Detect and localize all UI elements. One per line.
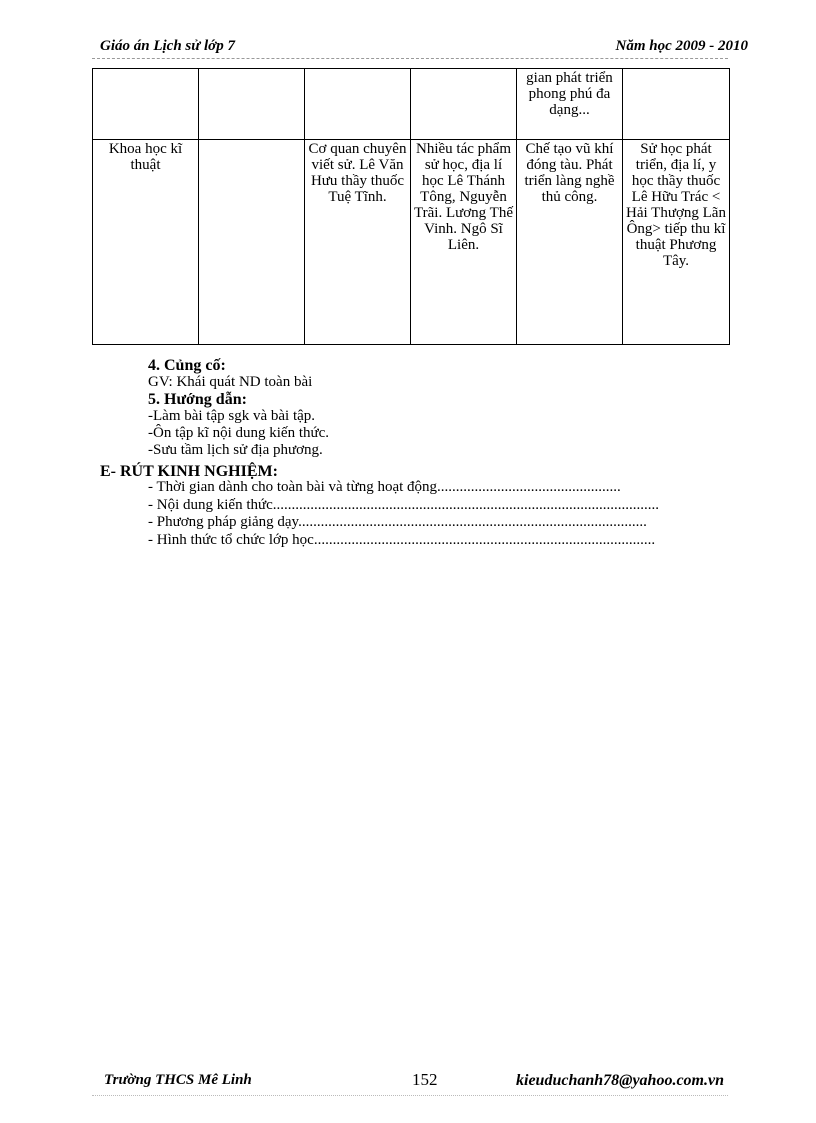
- table-cell: [93, 69, 199, 140]
- lesson-notes: [148, 357, 329, 459]
- table-cell: [199, 140, 305, 345]
- huong-dan-item: -Sưu tầm lịch sử địa phương.: [148, 442, 323, 458]
- header-title: Giáo án Lịch sử lớp 7: [100, 38, 235, 54]
- table-row: [93, 140, 730, 345]
- cung-co-heading: 4. Củng cố:: [148, 357, 226, 374]
- table-cell: gian phát triển phong phú đa dạng...: [517, 69, 623, 140]
- header-divider: [92, 58, 728, 59]
- huong-dan-item: -Ôn tập kĩ nội dung kiến thức.: [148, 425, 330, 441]
- table-cell: Chế tạo vũ khí đóng tàu. Phát triển làng nghề thủ công.: [517, 140, 623, 345]
- table-cell: [623, 69, 730, 140]
- rkn-list: [148, 479, 718, 549]
- huong-dan-item: -Làm bài tập sgk và bài tập.: [148, 408, 316, 424]
- footer-divider: [92, 1095, 728, 1096]
- rkn-heading: E- RÚT KINH NGHIỆM:: [100, 463, 278, 480]
- history-table: [92, 68, 730, 345]
- table-cell-category: Khoa học kĩ thuật: [93, 140, 199, 345]
- footer-page-number: 152: [412, 1070, 438, 1089]
- table-cell: Nhiều tác phẩm sử học, địa lí học Lê Thánh Tông, Nguyễn Trãi. Lương Thế Vinh. Ngô Sĩ Liên.: [411, 140, 517, 345]
- rkn-item: - Thời gian dành cho toàn bài và từng hoạt động.................................................: [148, 479, 621, 495]
- huong-dan-heading: 5. Hướng dẫn:: [148, 391, 247, 408]
- footer-school: Trường THCS Mê Linh: [104, 1072, 252, 1088]
- table-cell: [199, 69, 305, 140]
- rkn-item: - Nội dung kiến thức.......................................................................................................: [148, 496, 660, 513]
- rkn-item: - Phương pháp giảng dạy.............................................................................................: [148, 514, 647, 530]
- table-cell: [305, 69, 411, 140]
- table-cell: Cơ quan chuyên viết sử. Lê Văn Hưu thầy thuốc Tuệ Tĩnh.: [305, 140, 411, 345]
- rkn-item: - Hình thức tổ chức lớp học...........................................................................................: [148, 531, 656, 548]
- footer-email: kieuduchanh78@yahoo.com.vn: [516, 1072, 724, 1089]
- cung-co-text: GV: Khái quát ND toàn bài: [148, 374, 313, 390]
- table-cell: Sử học phát triển, địa lí, y học thầy thuốc Lê Hữu Trác < Hải Thượng Lãn Ông> tiếp thu kĩ thuật Phương Tây.: [623, 140, 730, 345]
- table-row: [93, 69, 730, 140]
- header-school-year: Năm học 2009 - 2010: [615, 38, 748, 54]
- table-cell: [411, 69, 517, 140]
